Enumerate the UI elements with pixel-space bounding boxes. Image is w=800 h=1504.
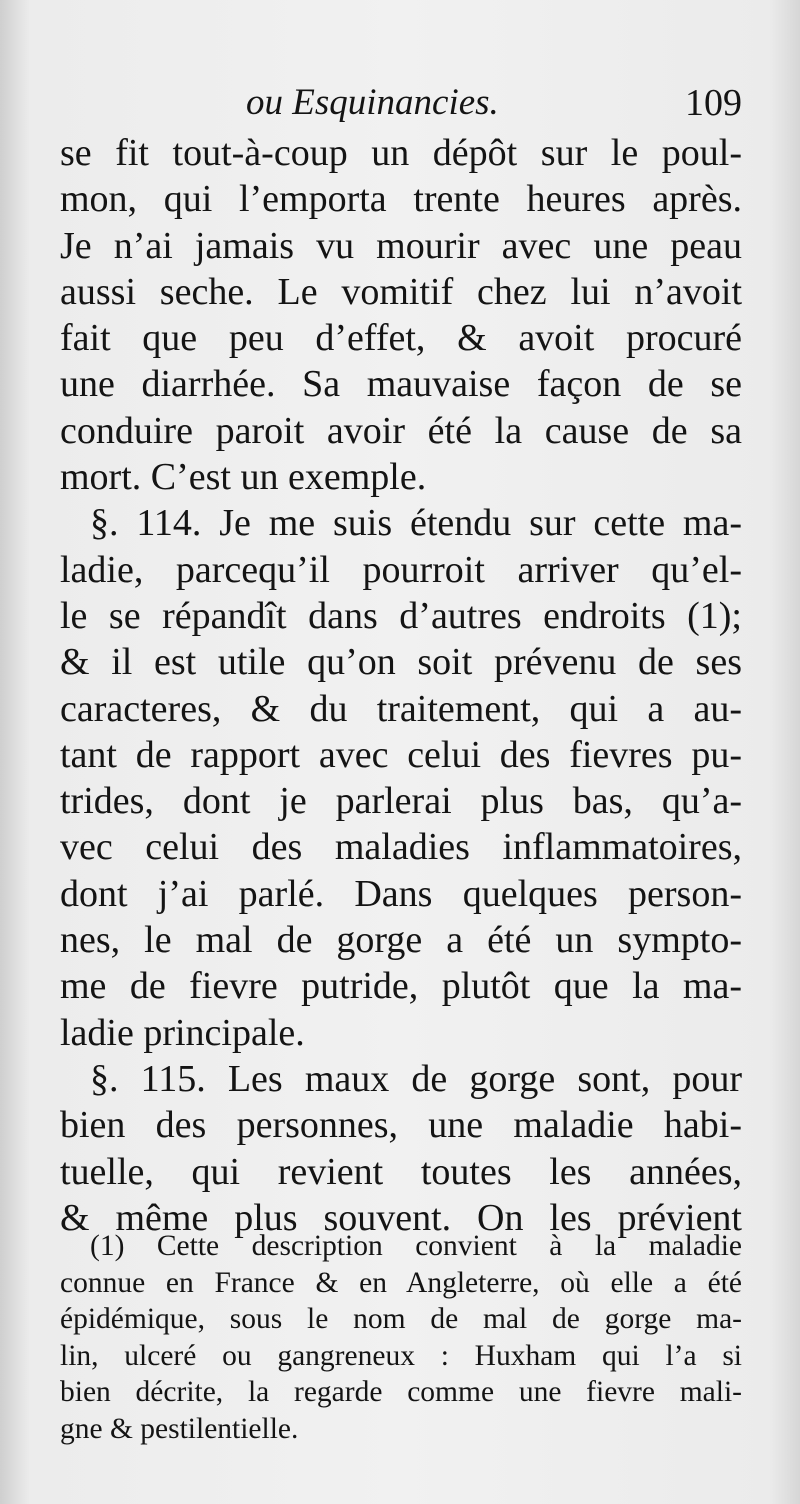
body-text: [60, 130, 742, 1241]
text-line: Je n’ai jamais vu mourir avec une peau: [60, 224, 742, 267]
footnote-line: bien décrite, la regarde comme une fievre mali-: [60, 1376, 742, 1408]
footnote-line: lin, ulceré ou gangreneux : Huxham qui l’a si: [60, 1339, 742, 1372]
text-line: bien des personnes, une maladie habi-: [60, 1104, 742, 1147]
running-title: ou Esquinancies.: [246, 82, 499, 123]
text-line: me de fievre putride, plutôt que la ma-: [60, 965, 742, 1008]
text-line: trides, dont je parlerai plus bas, qu’a-: [60, 780, 742, 823]
text-line: une diarrhée. Sa mauvaise façon de se: [60, 363, 742, 406]
text-line: §. 114. Je me suis étendu sur cette ma-: [90, 502, 742, 545]
text-line: tuelle, qui revient toutes les années,: [60, 1150, 742, 1193]
page-number: 109: [685, 82, 742, 124]
text-line: vec celui des maladies inflammatoires,: [60, 826, 742, 869]
text-line: ladie principale.: [60, 1011, 305, 1054]
text-line: se fit tout-à-coup un dépôt sur le poul-: [60, 132, 742, 174]
footnote-line: (1) Cette description convient à la maladie: [90, 1230, 742, 1262]
text-line: tant de rapport avec celui des fievres pu-: [60, 733, 742, 776]
footnote-line: gne & pestilentielle.: [60, 1412, 299, 1445]
text-line: fait que peu d’effet, & avoit procuré: [60, 317, 742, 360]
footnote: [60, 1228, 742, 1447]
text-line: dont j’ai parlé. Dans quelques person-: [60, 872, 742, 915]
footnote-line: connue en France & en Angleterre, où elle a été: [60, 1266, 742, 1299]
text-line: & même plus souvent. On les prévient: [60, 1196, 742, 1239]
text-line: caracteres, & du traitement, qui a au-: [60, 687, 742, 730]
text-line: ladie, parcequ’il pourroit arriver qu’el-: [60, 548, 742, 591]
text-line: & il est utile qu’on soit prévenu de ses: [60, 641, 742, 684]
page-header: [60, 78, 742, 128]
text-line: conduire paroit avoir été la cause de sa: [60, 409, 742, 452]
footnote-line: épidémique, sous le nom de mal de gorge ma-: [60, 1303, 742, 1335]
text-line: aussi seche. Le vomitif chez lui n’avoit: [60, 270, 742, 313]
text-line: mort. C’est un exemple.: [60, 456, 427, 499]
text-line: nes, le mal de gorge a été un sympto-: [60, 919, 742, 962]
text-line: §. 115. Les maux de gorge sont, pour: [90, 1057, 742, 1100]
text-line: le se répandît dans d’autres endroits (1);: [60, 594, 742, 637]
text-line: mon, qui l’emporta trente heures après.: [60, 178, 742, 221]
